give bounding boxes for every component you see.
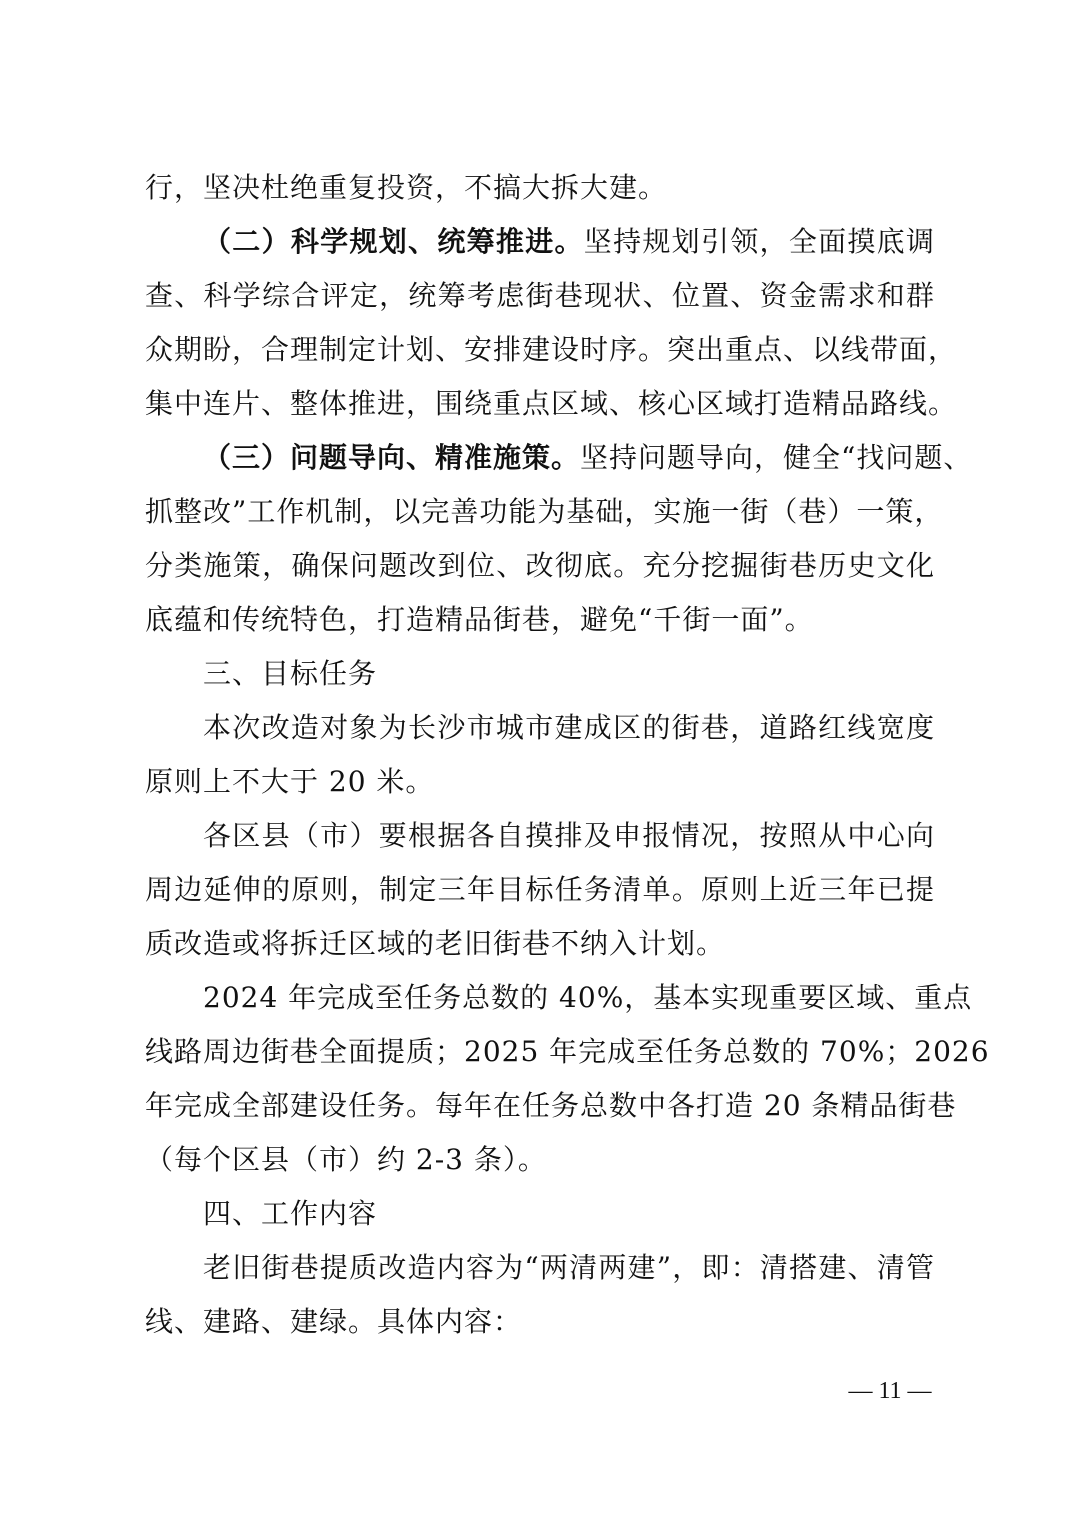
paragraph-line: 原则上不大于 20 米。 xyxy=(145,765,435,798)
section-two-text: 坚持规划引领，全面摸底调 xyxy=(583,225,935,258)
paragraph-line: 线路周边街巷全面提质；2025 年完成至任务总数的 70%；2026 xyxy=(145,1035,990,1068)
paragraph-line: 周边延伸的原则，制定三年目标任务清单。原则上近三年已提 xyxy=(145,873,935,906)
section-heading-targets: 三、目标任务 xyxy=(203,657,378,690)
section-three-heading: （三）问题导向、精准施策。 xyxy=(203,441,581,474)
paragraph-line: 行，坚决杜绝重复投资，不搞大拆大建。 xyxy=(145,171,668,204)
section-two-line xyxy=(203,222,935,262)
paragraph-line: 查、科学综合评定，统筹考虑街巷现状、位置、资金需求和群 xyxy=(145,279,935,312)
page-number: — 11 — xyxy=(848,1378,932,1404)
paragraph-line: 线、建路、建绿。具体内容： xyxy=(145,1305,523,1338)
paragraph-line: （每个区县（市）约 2-3 条）。 xyxy=(145,1143,547,1176)
paragraph-line: 抓整改”工作机制，以完善功能为基础，实施一街（巷）一策， xyxy=(145,495,944,528)
section-heading-work-content: 四、工作内容 xyxy=(203,1197,378,1230)
section-three-text: 坚持问题导向，健全“找问题、 xyxy=(580,441,973,474)
section-two-heading: （二）科学规划、统筹推进。 xyxy=(203,225,584,258)
paragraph-line: 老旧街巷提质改造内容为“两清两建”，即：清搭建、清管 xyxy=(203,1251,935,1284)
section-three-line xyxy=(203,438,973,478)
paragraph-line: 本次改造对象为长沙市城市建成区的街巷，道路红线宽度 xyxy=(203,711,935,744)
paragraph-line: 年完成全部建设任务。每年在任务总数中各打造 20 条精品街巷 xyxy=(145,1089,957,1122)
paragraph-line: 众期盼，合理制定计划、安排建设时序。突出重点、以线带面， xyxy=(145,333,958,366)
paragraph-line: 集中连片、整体推进，围绕重点区域、核心区域打造精品路线。 xyxy=(145,387,958,420)
paragraph-line: 各区县（市）要根据各自摸排及申报情况，按照从中心向 xyxy=(203,819,935,852)
paragraph-line: 分类施策，确保问题改到位、改彻底。充分挖掘街巷历史文化 xyxy=(145,549,935,582)
paragraph-line: 底蕴和传统特色，打造精品街巷，避免“千街一面”。 xyxy=(145,603,814,636)
paragraph-line: 质改造或将拆迁区域的老旧街巷不纳入计划。 xyxy=(145,927,726,960)
paragraph-line: 2024 年完成至任务总数的 40%，基本实现重要区域、重点 xyxy=(203,981,973,1014)
